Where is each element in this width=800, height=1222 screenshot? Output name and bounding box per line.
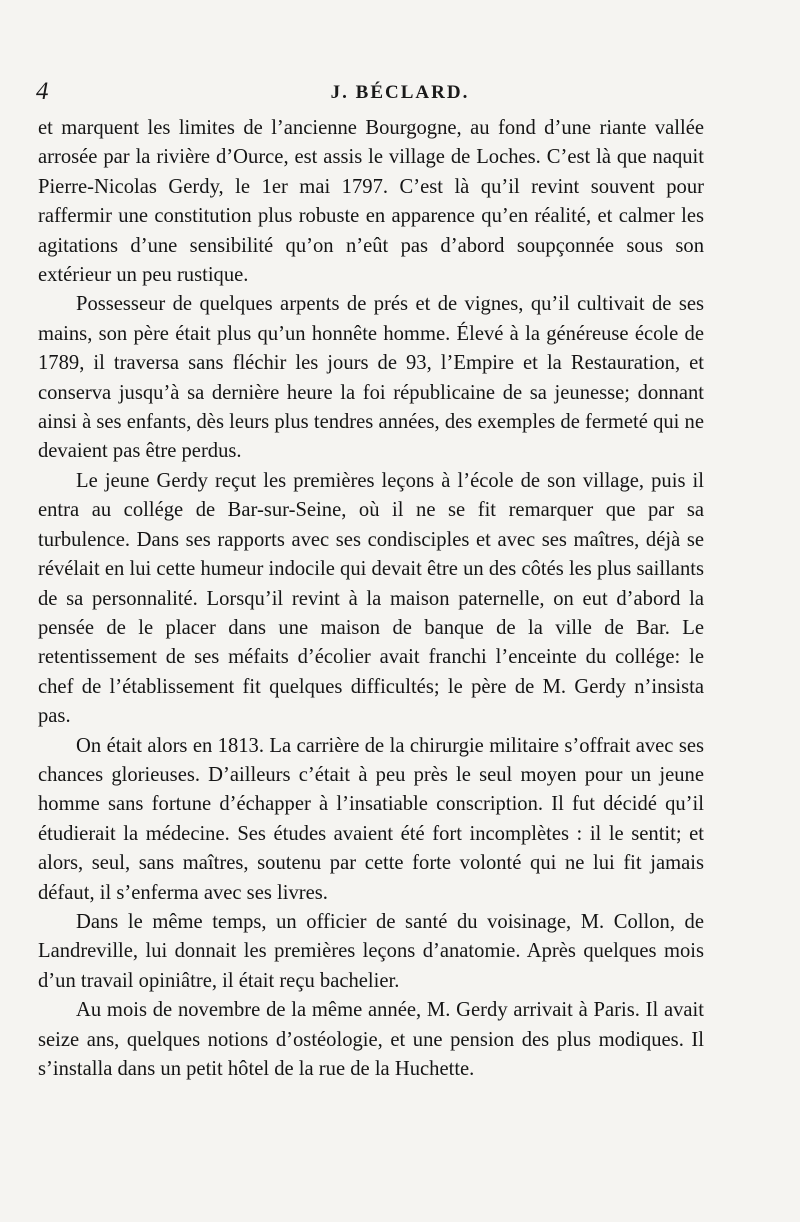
paragraph: Le jeune Gerdy reçut les premières leçons à l’école de son village, puis il entra au collége de Bar-sur-Seine, où il ne se fit remarquer que par sa turbulence. Dans ses rapports avec ses condisciples et avec ses maîtres, déjà se révélait en lui cette humeur indocile qui devait être un des côtés les plus saillants de sa personnalité. Lorsqu’il revint à la maison paternelle, on eut d’abord la pensée de le placer dans une maison de banque de la ville de Bar. Le retentissement de ses méfaits d’écolier avait franchi l’enceinte du collége: le chef de l’établissement fit quelques difficultés; le père de M. Gerdy n’insista pas. — [38, 469, 704, 728]
paragraph: et marquent les limites de l’ancienne Bourgogne, au fond d’une riante vallée arrosée par la rivière d’Ource, est assis le village de Loches. C’est là que naquit Pierre-Nicolas Gerdy, le 1er mai 1797. C’est là qu’il revint souvent pour raffermir une constitution plus robuste en apparence qu’en réalité, et calmer les agitations d’une sensibilité qu’on n’eût pas d’abord soupçonnée sous son extérieur un peu rustique. — [38, 117, 704, 287]
paragraph: On était alors en 1813. La carrière de la chirurgie militaire s’offrait avec ses chances glorieuses. D’ailleurs c’était à peu près le seul moyen pour un jeune homme sans fortune d’échapper à l’insatiable conscription. Il fut décidé qu’il étudierait la médecine. Ses études avaient été fort incomplètes : il le sentit; et alors, seul, sans maîtres, soutenu par cette forte volonté qui ne lui fit jamais défaut, il s’enferma avec ses livres. — [38, 734, 704, 904]
paragraph: Au mois de novembre de la même année, M. Gerdy arrivait à Paris. Il avait seize ans, quelques notions d’ostéologie, et une pension des plus modiques. Il s’installa dans un petit hôtel de la rue de la Huchette. — [38, 999, 704, 1080]
paragraph: Possesseur de quelques arpents de prés et de vignes, qu’il cultivait de ses mains, son père était plus qu’un honnête homme. Élevé à la généreuse école de 1789, il traversa sans fléchir les jours de 93, l’Empire et la Restauration, et conserva jusqu’à sa dernière heure la foi républicaine de sa jeunesse; donnant ainsi à ses enfants, dès leurs plus tendres années, des exemples de fermeté qui ne devaient pas être perdus. — [38, 293, 704, 463]
running-head: J. BÉCLARD. — [330, 82, 470, 103]
paragraph: Dans le même temps, un officier de santé du voisinage, M. Collon, de Landreville, lui donnait les premières leçons d’anatomie. Après quelques mois d’un travail opiniâtre, il était reçu bachelier. — [38, 910, 704, 992]
page-header — [36, 78, 704, 108]
body-text — [38, 114, 704, 1084]
page-number: 4 — [36, 78, 49, 105]
